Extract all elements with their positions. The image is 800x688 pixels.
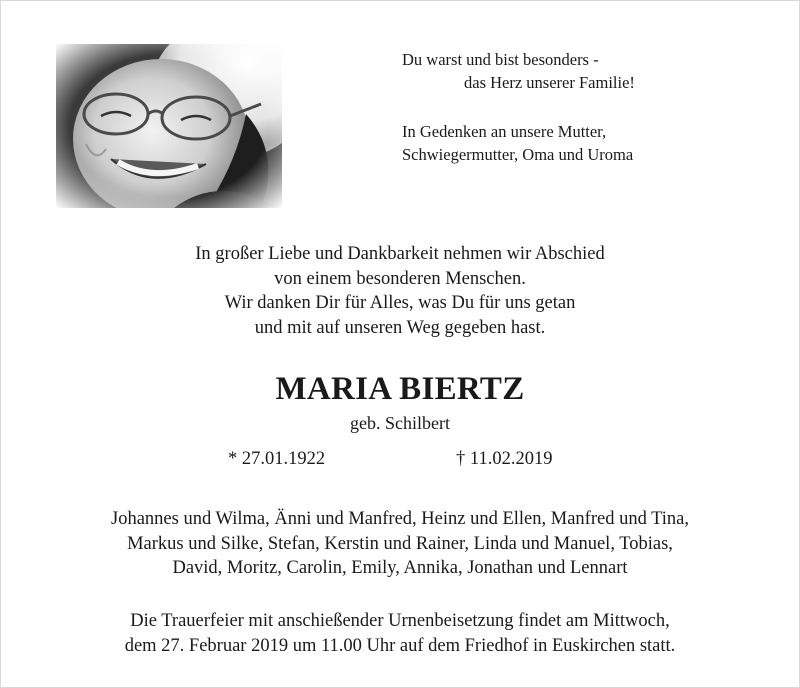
farewell-line: und mit auf unseren Weg gegeben hast.	[254, 317, 546, 338]
farewell-line: Wir danken Dir für Alles, was Du für uns getan	[224, 293, 576, 313]
death-date: † 11.02.2019	[456, 449, 553, 469]
farewell-line: In großer Liebe und Dankbarkeit nehmen wir Abschied	[195, 244, 605, 264]
ceremony-line: Die Trauerfeier mit anschießender Urnenbeisetzung findet am Mittwoch,	[130, 611, 670, 631]
ceremony-line: dem 27. Februar 2019 um 11.00 Uhr auf dem Friedhof in Euskirchen statt.	[124, 636, 676, 656]
family-list	[0, 507, 800, 581]
maiden-name: geb. Schilbert	[350, 413, 450, 433]
portrait-photo	[56, 44, 282, 208]
quote-memory-line-1: In Gedenken an unsere Mutter,	[402, 122, 607, 141]
deceased-name: MARIA BIERTZ	[275, 371, 525, 407]
quote-top-line-2: das Herz unserer Familie!	[464, 73, 635, 92]
quote-memory	[402, 120, 633, 166]
family-line: Johannes und Wilma, Änni und Manfred, Heinz und Ellen, Manfred und Tina,	[111, 509, 689, 529]
quote-top	[402, 48, 635, 94]
quote-top-line-1: Du warst und bist besonders -	[402, 50, 599, 69]
quote-memory-line-2: Schwiegermutter, Oma und Uroma	[402, 145, 634, 164]
birth-date: * 27.01.1922	[228, 449, 326, 469]
ceremony-notice	[0, 609, 800, 659]
portrait-photo-icon	[56, 44, 282, 208]
family-line: David, Moritz, Carolin, Emily, Annika, Jonathan und Lennart	[172, 558, 628, 578]
farewell-text	[0, 242, 800, 340]
family-line: Markus und Silke, Stefan, Kerstin und Rainer, Linda und Manuel, Tobias,	[127, 533, 673, 554]
farewell-line: von einem besonderen Menschen.	[274, 268, 526, 289]
